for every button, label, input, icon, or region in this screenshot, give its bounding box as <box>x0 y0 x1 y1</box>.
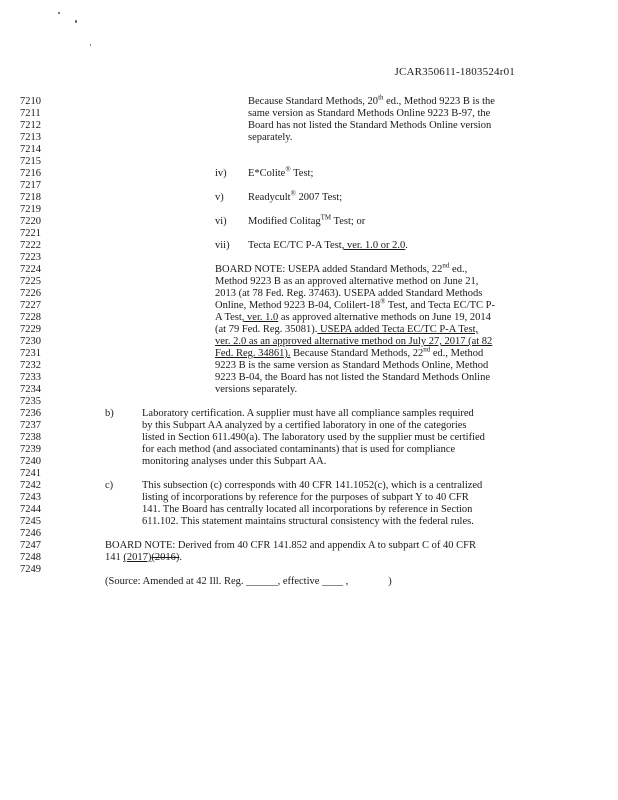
line-number: 7229 <box>20 324 41 335</box>
document-id: JCAR350611-1803524r01 <box>394 66 515 78</box>
scan-speck <box>90 44 91 46</box>
board-note-2-line: BOARD NOTE: Derived from 40 CFR 141.852 and appendix A to subpart C of 40 CFR <box>105 540 476 551</box>
board-note-line: (at 79 Fed. Reg. 35081). USEPA added Tecta EC/TC P-A Test, <box>215 324 479 335</box>
subsection-c-line: 141. The Board has centrally located all incorporations by reference in Section <box>142 504 473 515</box>
subsection-b-line: for each method (and associated contaminants) that is used for compliance <box>142 444 456 455</box>
line-number: 7245 <box>20 516 41 527</box>
line-number: 7212 <box>20 120 41 131</box>
subsection-b-line: by this Subpart AA analyzed by a certified laboratory in one of the categories <box>142 420 467 431</box>
subsection-c-line: listing of incorporations by reference for the purposes of subpart Y to 40 CFR <box>142 492 469 503</box>
line-number: 7219 <box>20 204 41 215</box>
board-note-line: A Test, ver. 1.0 as approved alternative methods on June 19, 2014 <box>215 312 491 323</box>
board-note-line: Online, Method 9223 B-04, Colilert-18® Test, and Tecta EC/TC P- <box>215 297 495 311</box>
subsection-c-line: 611.102. This statement maintains structural consistency with the federal rules. <box>142 516 474 527</box>
line-number: 7213 <box>20 132 41 143</box>
line-number: 7246 <box>20 528 41 539</box>
line-number: 7218 <box>20 192 41 203</box>
line-number: 7215 <box>20 156 41 167</box>
line-number: 7243 <box>20 492 41 503</box>
item-number: vii) <box>215 240 230 251</box>
line-number: 7244 <box>20 504 41 515</box>
line-number: 7238 <box>20 432 41 443</box>
subsection-label: c) <box>105 480 114 491</box>
line-number: 7228 <box>20 312 41 323</box>
line-number: 7222 <box>20 240 41 251</box>
intro-line: separately. <box>248 132 293 143</box>
line-number: 7220 <box>20 216 41 227</box>
item-number: vi) <box>215 216 227 227</box>
subsection-b-line: Laboratory certification. A supplier must have all compliance samples required <box>142 408 474 419</box>
line-number: 7239 <box>20 444 41 455</box>
board-note-line: 9223 B is the same version as Standard Methods Online, Method <box>215 360 489 371</box>
line-number: 7217 <box>20 180 41 191</box>
line-number: 7230 <box>20 336 41 347</box>
line-number: 7234 <box>20 384 41 395</box>
line-number: 7233 <box>20 372 41 383</box>
subsection-label: b) <box>105 408 114 419</box>
intro-line: Because Standard Methods, 20th ed., Method 9223 B is the <box>248 93 495 107</box>
line-number: 7216 <box>20 168 41 179</box>
board-note-line: Method 9223 B as an approved alternative method on June 21, <box>215 276 479 287</box>
line-number: 7227 <box>20 300 41 311</box>
subsection-c-line: This subsection (c) corresponds with 40 CFR 141.1052(c), which is a centralized <box>142 480 483 491</box>
line-number: 7249 <box>20 564 41 575</box>
item-text: E*Colite® Test; <box>248 165 314 179</box>
line-number: 7225 <box>20 276 41 287</box>
line-number: 7211 <box>20 108 41 119</box>
line-number: 7214 <box>20 144 41 155</box>
line-number: 7226 <box>20 288 41 299</box>
board-note-2-line: 141 (2017)(2016). <box>105 552 182 563</box>
line-number: 7232 <box>20 360 41 371</box>
line-number: 7236 <box>20 408 41 419</box>
line-number: 7241 <box>20 468 41 479</box>
intro-line: Board has not listed the Standard Methods Online version <box>248 120 492 131</box>
line-number: 7248 <box>20 552 41 563</box>
line-number: 7235 <box>20 396 41 407</box>
line-number: 7223 <box>20 252 41 263</box>
subsection-b-line: listed in Section 611.490(a). The laboratory used by the supplier must be certified <box>142 432 485 443</box>
scan-speck <box>58 12 60 14</box>
scan-speck <box>75 20 77 23</box>
line-number: 7231 <box>20 348 41 359</box>
source-note: (Source: Amended at 42 Ill. Reg. ______, effective ____ , ) <box>105 576 392 587</box>
item-number: v) <box>215 192 224 203</box>
board-note-line: ver. 2.0 as an approved alternative method on July 27, 2017 (at 82 <box>215 336 493 347</box>
item-text: Modified Colitag™ Test; or <box>248 213 366 227</box>
board-note-line: Fed. Reg. 34861). Because Standard Methods, 22nd ed., Method <box>215 345 484 359</box>
intro-line: same version as Standard Methods Online 9223 B-97, the <box>248 108 491 119</box>
line-number: 7247 <box>20 540 41 551</box>
item-number: iv) <box>215 168 227 179</box>
board-note-line: 9223 B-04, the Board has not listed the Standard Methods Online <box>215 372 491 383</box>
line-number: 7224 <box>20 264 41 275</box>
board-note-line: BOARD NOTE: USEPA added Standard Methods, 22nd ed., <box>215 261 468 275</box>
item-text: Tecta EC/TC P-A Test, ver. 1.0 or 2.0. <box>248 240 408 251</box>
subsection-b-line: monitoring analyses under this Subpart AA. <box>142 456 327 467</box>
line-number: 7240 <box>20 456 41 467</box>
board-note-line: versions separately. <box>215 384 298 395</box>
line-number: 7210 <box>20 96 41 107</box>
line-number: 7242 <box>20 480 41 491</box>
line-number: 7221 <box>20 228 41 239</box>
item-text: Readycult® 2007 Test; <box>248 189 343 203</box>
line-number: 7237 <box>20 420 41 431</box>
board-note-line: 2013 (at 78 Fed. Reg. 37463). USEPA added Standard Methods <box>215 288 483 299</box>
